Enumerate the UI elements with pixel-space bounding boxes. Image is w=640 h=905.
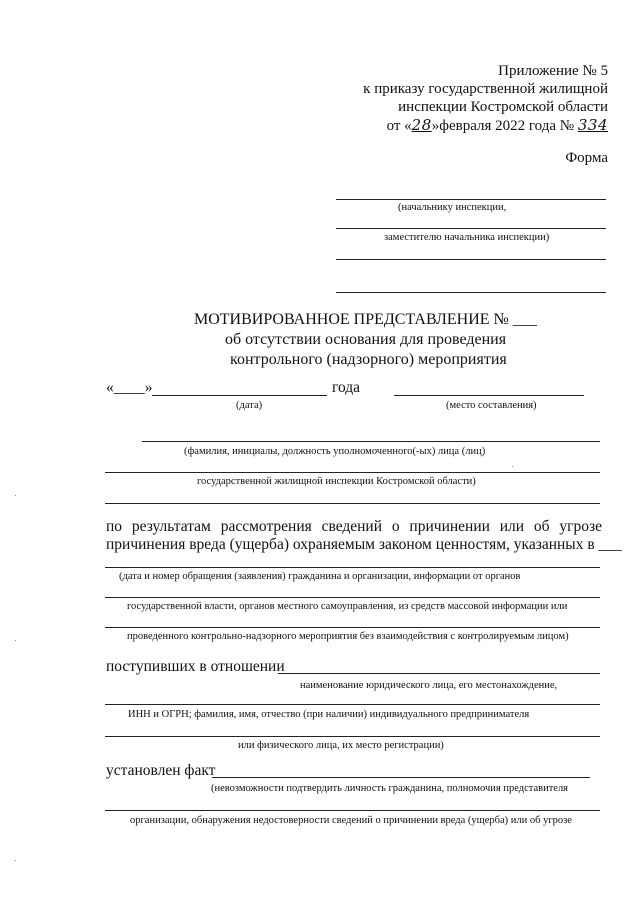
source-line-3 [105,627,600,628]
scan-speck [15,640,16,641]
author-line-3 [105,503,600,504]
date-middle: »февраля 2022 года № [431,118,578,134]
received-line-3 [105,736,600,737]
scan-speck [512,466,513,467]
appendix-inspection-line: инспекции Костромской области [398,99,608,115]
date-month-line [152,395,327,396]
source-caption-2: государственной власти, органов местного самоуправления, из средств массовой информации или [127,601,568,612]
author-caption-2: государственной жилищной инспекции Костромской области) [197,476,476,487]
scan-speck [15,860,16,861]
date-prefix: от « [386,118,412,134]
date-caption: (дата) [236,400,263,411]
addressee-line-4 [336,292,606,293]
fact-label: установлен факт [106,762,216,779]
received-line-2 [105,704,600,705]
fact-caption-1: (невозможности подтвердить личность гражданина, полномочия представителя [211,783,569,794]
paragraph-line-2: причинения вреда (ущерба) охраняемым законом ценностям, указанных в ___ [106,536,622,553]
place-line [394,395,584,396]
document-title: МОТИВИРОВАННОЕ ПРЕДСТАВЛЕНИЕ № ___ [194,311,537,328]
received-caption-2: ИНН и ОГРН; фамилия, имя, отчество (при наличии) индивидуального предпринимателя [128,709,530,720]
addressee-caption-1: (начальнику инспекции, [398,202,507,213]
source-line-2 [105,597,600,598]
author-line-1 [142,441,600,442]
fact-line-1 [212,777,590,778]
received-label: поступивших в отношении [106,658,285,675]
received-line-1 [278,673,600,674]
appendix-number: Приложение № 5 [498,63,608,79]
document-subtitle-1: об отсутствии основания для проведения [225,331,507,348]
fact-line-2 [105,810,600,811]
received-caption-3: или физического лица, их место регистрации) [238,740,444,751]
author-line-2 [105,472,600,473]
addressee-line-3 [336,259,606,260]
handwritten-order-number: 334 [577,116,608,134]
source-caption-1: (дата и номер обращения (заявления) гражданина и организации, информации от органов [119,571,521,582]
addressee-line-2 [336,228,606,229]
document-subtitle-2: контрольного (надзорного) мероприятия [230,351,507,368]
author-caption-1: (фамилия, инициалы, должность уполномоченного(-ых) лица (лиц) [184,446,486,457]
form-label: Форма [565,150,608,166]
handwritten-day: 28 [411,116,432,134]
appendix-order-line: к приказу государственной жилищной [363,81,608,97]
appendix-date-line [387,116,608,135]
source-line-1 [105,567,600,568]
scan-speck [15,495,16,496]
addressee-line-1 [336,199,606,200]
date-day-field: «____» [106,379,153,396]
place-caption: (место составления) [446,400,537,411]
fact-caption-2: организации, обнаружения недостоверности сведений о причинении вреда (ущерба) или об угрозе [130,815,572,826]
addressee-caption-2: заместителю начальника инспекции) [384,232,550,243]
source-caption-3: проведенного контрольно-надзорного мероприятия без взаимодействия с контролируемым лицом) [127,631,569,642]
received-caption-1: наименование юридического лица, его местонахождение, [300,680,558,691]
paragraph-line-1: по результатам рассмотрения сведений о причинении или об угрозе [106,518,602,535]
year-word: года [332,379,361,396]
